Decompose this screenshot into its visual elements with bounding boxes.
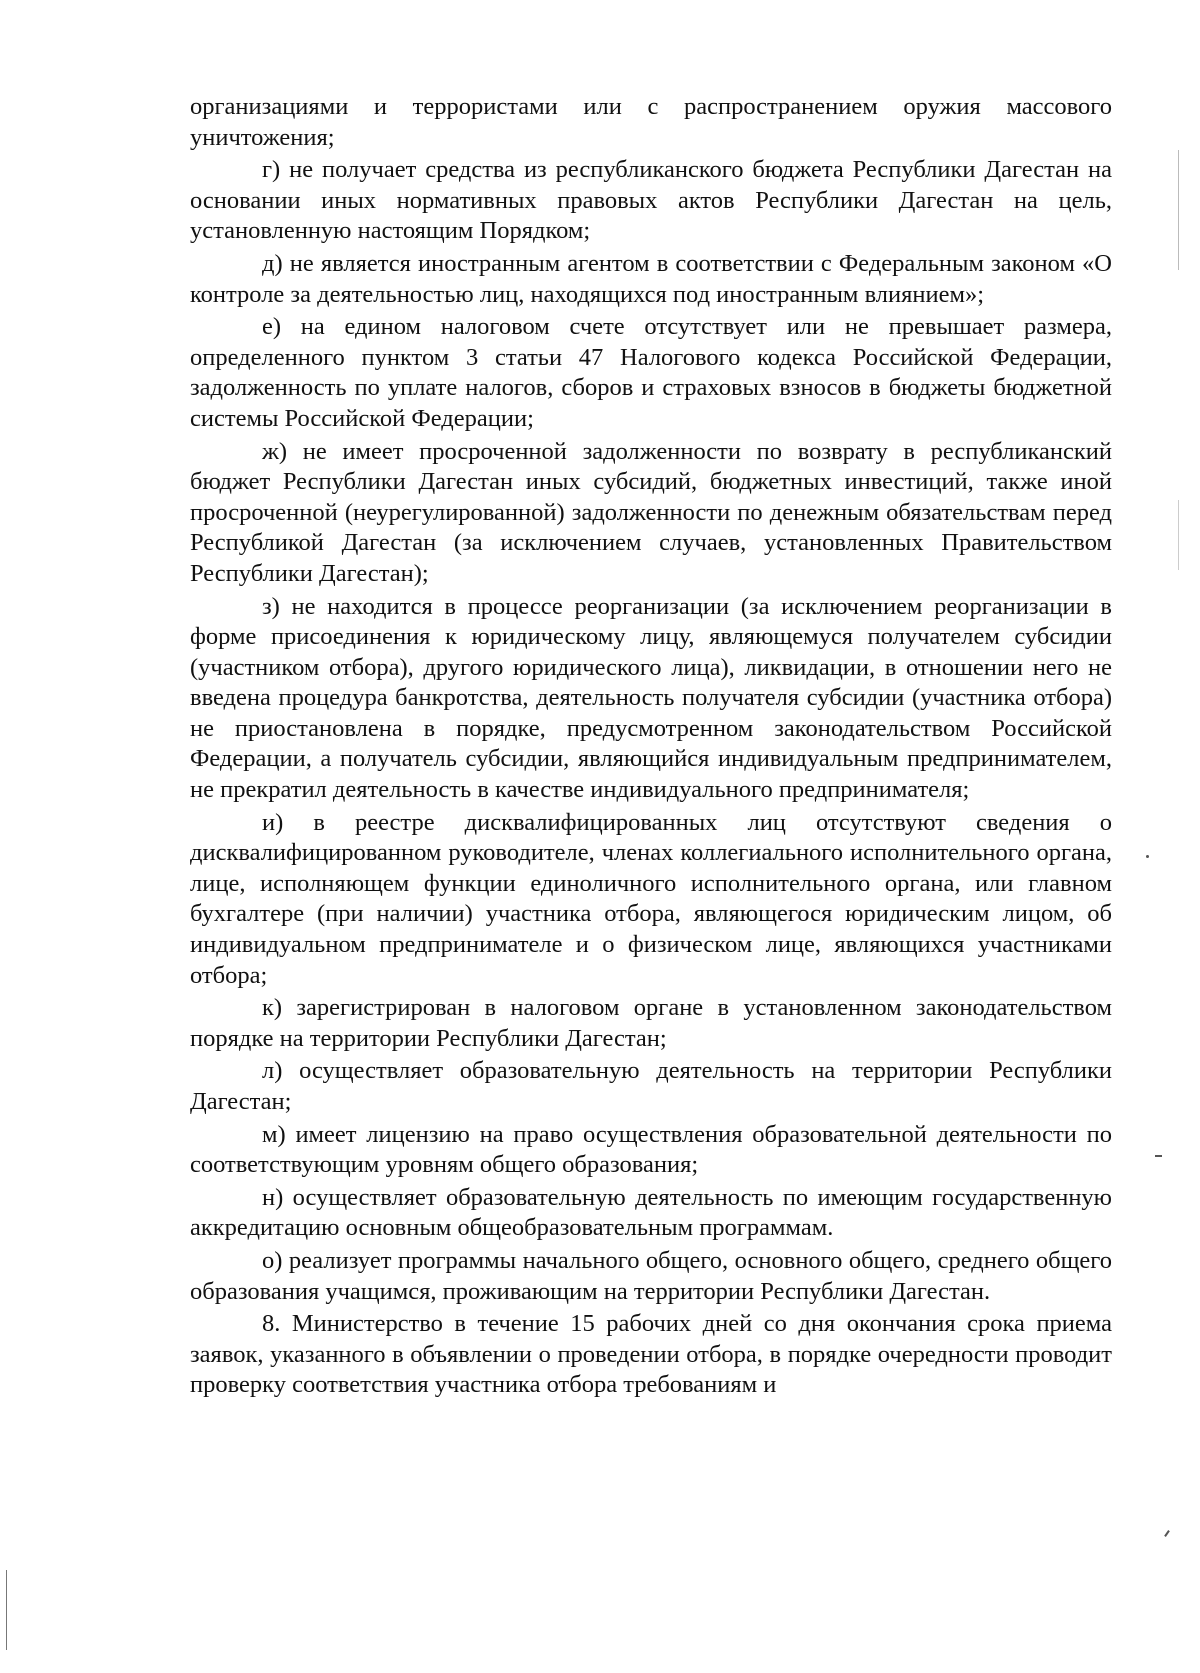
scan-edge-mark-top — [1178, 150, 1179, 270]
paragraph-item-z: з) не находится в процессе реорганизации (за исключением реорганизации в форме присоединения к юридическому лицу, являющемуся получателем субсидии (участником отбора), другого юридического лица), ликвидации, в отношении него не введена процедура банкротства, деятельность получателя субсидии (участника отбора) не приостановлена в порядке, предусмотренном законодательством Российской Федерации, а получатель субсидии, являющийся индивидуальным предпринимателем, не прекратил деятельность в качестве индивидуального предпринимателя; — [190, 592, 1112, 804]
scan-margin-line-left — [6, 1570, 7, 1650]
document-body — [190, 92, 1112, 1403]
paragraph-item-l: л) осуществляет образовательную деятельность на территории Республики Дагестан; — [190, 1057, 1112, 1115]
paragraph-item-zh: ж) не имеет просроченной задолженности по возврату в республиканский бюджет Республики Дагестан иных субсидий, бюджетных инвестиций, также иной просроченной (неурегулированной) задолженности по денежным обязательствам перед Республикой Дагестан (за исключением случаев, установленных Правительством Республики Дагестан); — [190, 437, 1112, 587]
scan-dot-mark — [1146, 855, 1149, 858]
paragraph-item-e: е) на едином налоговом счете отсутствует или не превышает размера, определенного пунктом 3 статьи 47 Налогового кодекса Российской Федерации, задолженность по уплате налогов, сборов и страховых взносов в бюджеты бюджетной системы Российской Федерации; — [190, 313, 1112, 432]
paragraph-item-d: д) не является иностранным агентом в соответствии с Федеральным законом «О контроле за деятельностью лиц, находящихся под иностранным влиянием»; — [190, 249, 1112, 308]
paragraph-section-8: 8. Министерство в течение 15 рабочих дней со дня окончания срока приема заявок, указанного в объявлении о проведении отбора, в порядке очередности проводит проверку соответствия участника отбора требованиям и — [190, 1310, 1112, 1399]
paragraph-item-i: и) в реестре дисквалифицированных лиц отсутствуют сведения о дисквалифицированном руководителе, членах коллегиального исполнительного органа, лице, исполняющем функции единоличного исполнительного органа, или главном бухгалтере (при наличии) участника отбора, являющегося юридическим лицом, об индивидуальном предпринимателе и о физическом лице, являющихся участниками отбора; — [190, 808, 1112, 989]
paragraph-item-k: к) зарегистрирован в налоговом органе в установленном законодательством порядке на территории Республики Дагестан; — [190, 994, 1112, 1052]
paragraph-continuation: организациями и террористами или с распространением оружия массового уничтожения; — [190, 93, 1112, 151]
paragraph-item-m: м) имеет лицензию на право осуществления образовательной деятельности по соответствующим уровням общего образования; — [190, 1120, 1112, 1179]
scan-edge-mark-middle — [1178, 500, 1179, 570]
paragraph-item-g: г) не получает средства из республиканского бюджета Республики Дагестан на основании иных нормативных правовых актов Республики Дагестан на цель, установленную настоящим Порядком; — [190, 156, 1112, 245]
scan-tick-mark — [1164, 1530, 1170, 1537]
paragraph-item-o: о) реализует программы начального общего, основного общего, среднего общего образования учащимся, проживающим на территории Республики Дагестан. — [190, 1246, 1112, 1305]
scan-dash-mark — [1155, 1155, 1162, 1157]
paragraph-item-n: н) осуществляет образовательную деятельность по имеющим государственную аккредитацию основным общеобразовательным программам. — [190, 1183, 1112, 1242]
